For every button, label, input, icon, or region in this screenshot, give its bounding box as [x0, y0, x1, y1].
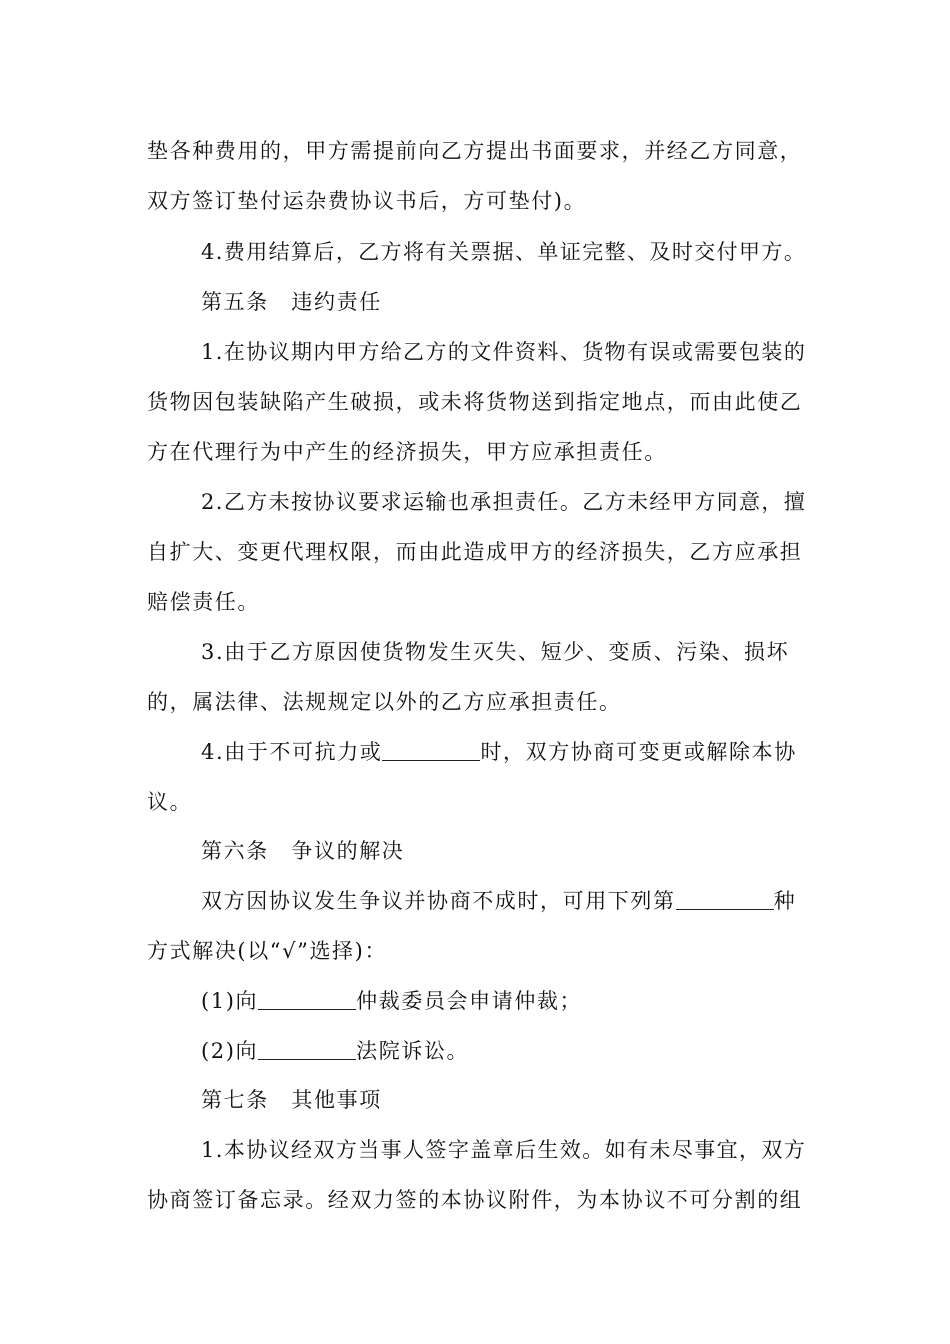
line-11: 3.由于乙方原因使货物发生灭失、短少、变质、污染、损坏: [201, 640, 790, 664]
article-6-heading: 第六条 争议的解决: [201, 839, 405, 863]
line-2: 双方签订垫付运杂费协议书后，方可垫付)。: [147, 189, 587, 213]
article-7-heading: 第七条 其他事项: [201, 1088, 382, 1112]
line-16-text-a: 双方因协议发生争议并协商不成时，可用下列第: [201, 889, 676, 913]
blank-field: [676, 889, 774, 910]
line-7: 方在代理行为中产生的经济损失，甲方应承担责任。: [147, 440, 667, 464]
line-22: 协商签订备忘录。经双力签的本协议附件，为本协议不可分割的组: [147, 1188, 803, 1212]
line-13-text-b: 时，双方协商可变更或解除本协: [480, 740, 797, 764]
line-17: 方式解决(以“√”选择)：: [147, 939, 388, 963]
line-8: 2.乙方未按协议要求运输也承担责任。乙方未经甲方同意，擅: [201, 490, 807, 514]
blank-field: [258, 1039, 356, 1060]
line-1: 垫各种费用的，甲方需提前向乙方提出书面要求，并经乙方同意，: [147, 139, 803, 163]
line-12: 的，属法律、法规规定以外的乙方应承担责任。: [147, 690, 622, 714]
line-18-text-b: 仲裁委员会申请仲裁；: [356, 989, 583, 1013]
line-10: 赔偿责任。: [147, 590, 260, 614]
article-5-heading: 第五条 违约责任: [201, 290, 382, 314]
line-13: [201, 739, 797, 765]
line-16-text-b: 种: [773, 889, 797, 913]
blank-field: [258, 989, 356, 1010]
line-21: 1.本协议经双方当事人签字盖章后生效。如有未尽事宜，双方: [201, 1138, 807, 1162]
line-19: [201, 1038, 469, 1064]
line-16: [201, 888, 796, 914]
line-9: 自扩大、变更代理权限，而由此造成甲方的经济损失，乙方应承担: [147, 540, 803, 564]
line-6: 货物因包装缺陷产生破损，或未将货物送到指定地点，而由此使乙: [147, 390, 803, 414]
line-13-text-a: 4.由于不可抗力或: [201, 740, 383, 764]
line-3: 4.费用结算后，乙方将有关票据、单证完整、及时交付甲方。: [201, 240, 807, 264]
line-18-text-a: (1)向: [201, 989, 259, 1013]
line-18: [201, 988, 582, 1014]
line-19-text-a: (2)向: [201, 1039, 259, 1063]
line-14: 议。: [147, 790, 193, 814]
line-19-text-b: 法院诉讼。: [356, 1039, 470, 1063]
blank-field: [382, 740, 480, 761]
line-5: 1.在协议期内甲方给乙方的文件资料、货物有误或需要包装的: [201, 340, 807, 364]
